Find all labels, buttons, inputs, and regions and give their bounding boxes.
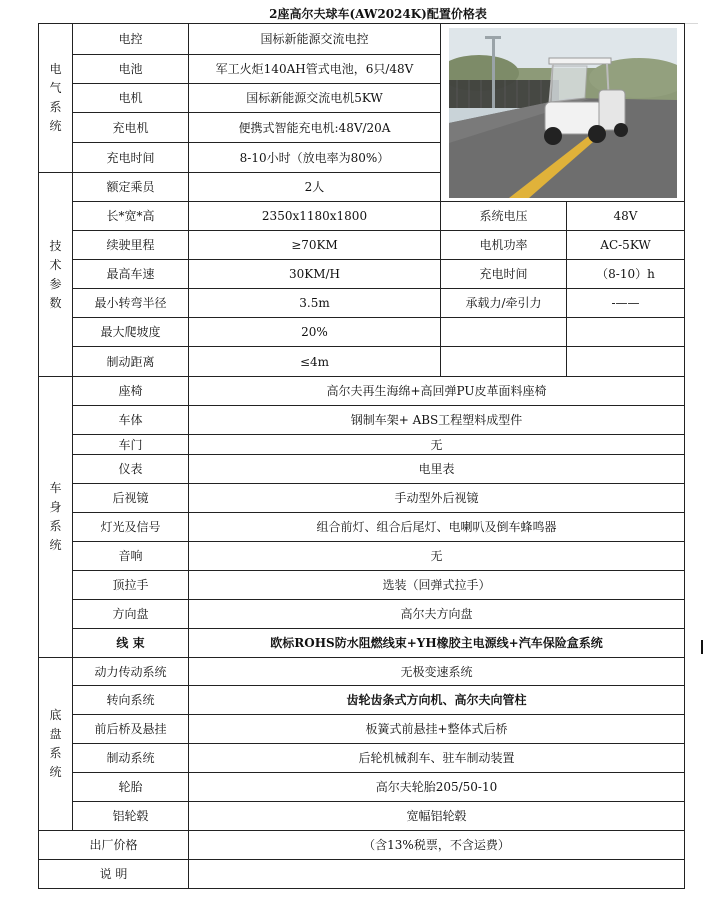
row-label: 前后桥及悬挂 [73, 715, 189, 744]
row-value: 板簧式前悬挂+整体式后桥 [189, 715, 685, 744]
row-label-2: 承载力/牵引力 [441, 289, 567, 318]
row-value: ≥70KM [189, 231, 441, 260]
row-value: 2人 [189, 173, 441, 202]
row-value: 手动型外后视镜 [189, 484, 685, 513]
table-row [39, 686, 685, 715]
row-label: 车体 [73, 406, 189, 435]
table-row [39, 455, 685, 484]
row-value: 后轮机械刹车、驻车制动装置 [189, 744, 685, 773]
row-value-2 [567, 347, 685, 377]
row-label: 最高车速 [73, 260, 189, 289]
row-label-2: 充电时间 [441, 260, 567, 289]
table-row [39, 260, 685, 289]
table-row [39, 406, 685, 435]
edge-mark [701, 640, 703, 654]
row-value: 宽幅铝轮毂 [189, 802, 685, 831]
row-value: 齿轮齿条式方向机、高尔夫向管柱 [189, 686, 685, 715]
row-value: 电里表 [189, 455, 685, 484]
table-row [39, 831, 685, 860]
row-label: 后视镜 [73, 484, 189, 513]
table-row [39, 435, 685, 455]
table-row [39, 744, 685, 773]
table-row [39, 347, 685, 377]
row-value: 无 [189, 435, 685, 455]
table-row [39, 318, 685, 347]
table-row [39, 860, 685, 889]
row-value: 无 [189, 542, 685, 571]
row-value: 8-10小时（放电率为80%） [189, 143, 441, 173]
row-value: 便携式智能充电机:48V/20A [189, 113, 441, 143]
row-label: 座椅 [73, 377, 189, 406]
golf-cart-photo [449, 28, 677, 198]
row-value: 军工火炬140AH管式电池，6只/48V [189, 55, 441, 84]
group-chassis: 底 盘 系 统 [39, 658, 73, 831]
group-body: 车 身 系 统 [39, 377, 73, 658]
row-label-2: 系统电压 [441, 202, 567, 231]
price-value: （含13%税票，不含运费） [189, 831, 685, 860]
price-label: 出厂价格 [39, 831, 189, 860]
row-label: 最大爬坡度 [73, 318, 189, 347]
row-label: 音响 [73, 542, 189, 571]
spec-table [38, 23, 685, 889]
row-label-2: 电机功率 [441, 231, 567, 260]
row-label: 铝轮毂 [73, 802, 189, 831]
row-value: 国标新能源交流电控 [189, 24, 441, 55]
page-title: 2座高尔夫球车(AW2024K)配置价格表 [269, 7, 487, 21]
row-label: 制动系统 [73, 744, 189, 773]
row-label: 长*宽*高 [73, 202, 189, 231]
row-value: 高尔夫轮胎205/50-10 [189, 773, 685, 802]
row-value: 3.5m [189, 289, 441, 318]
table-row [39, 629, 685, 658]
table-row [39, 773, 685, 802]
row-value: 组合前灯、组合后尾灯、电喇叭及倒车蜂鸣器 [189, 513, 685, 542]
table-row [39, 202, 685, 231]
group-electrical: 电 气 系 统 [39, 24, 73, 173]
row-label: 续驶里程 [73, 231, 189, 260]
row-label: 顶拉手 [73, 571, 189, 600]
row-label: 充电时间 [73, 143, 189, 173]
table-row [39, 484, 685, 513]
row-label: 额定乘员 [73, 173, 189, 202]
notes-value [189, 860, 685, 889]
row-value: 国标新能源交流电机5KW [189, 84, 441, 113]
table-row [39, 600, 685, 629]
row-label-2 [441, 347, 567, 377]
row-label: 制动距离 [73, 347, 189, 377]
table-row [39, 231, 685, 260]
row-value: 欧标ROHS防水阻燃线束+YH橡胶主电源线+汽车保险盒系统 [189, 629, 685, 658]
row-value: 选装（回弹式拉手） [189, 571, 685, 600]
notes-label: 说 明 [39, 860, 189, 889]
row-value-2: -—— [567, 289, 685, 318]
row-value: 钢制车架+ ABS工程塑料成型件 [189, 406, 685, 435]
row-value: 20% [189, 318, 441, 347]
row-label: 车门 [73, 435, 189, 455]
row-value: 30KM/H [189, 260, 441, 289]
row-label: 方向盘 [73, 600, 189, 629]
row-label: 电机 [73, 84, 189, 113]
table-row [39, 513, 685, 542]
row-label: 轮胎 [73, 773, 189, 802]
row-label: 电池 [73, 55, 189, 84]
row-label: 动力传动系统 [73, 658, 189, 686]
row-label: 最小转弯半径 [73, 289, 189, 318]
table-row [39, 715, 685, 744]
table-row [39, 289, 685, 318]
row-value: 高尔夫方向盘 [189, 600, 685, 629]
row-label: 灯光及信号 [73, 513, 189, 542]
table-row [39, 24, 685, 55]
row-value-2 [567, 318, 685, 347]
table-row [39, 802, 685, 831]
row-value-2: （8-10）h [567, 260, 685, 289]
group-technical: 技 术 参 数 [39, 173, 73, 377]
table-row [39, 658, 685, 686]
row-label: 充电机 [73, 113, 189, 143]
row-value-2: AC-5KW [567, 231, 685, 260]
row-label: 转向系统 [73, 686, 189, 715]
table-row [39, 377, 685, 406]
row-value: ≤4m [189, 347, 441, 377]
row-label-2 [441, 318, 567, 347]
table-row [39, 571, 685, 600]
table-row [39, 542, 685, 571]
row-label: 线 束 [73, 629, 189, 658]
row-label: 仪表 [73, 455, 189, 484]
row-value: 高尔夫再生海绵+高回弹PU皮革面料座椅 [189, 377, 685, 406]
row-value-2: 48V [567, 202, 685, 231]
row-value: 2350x1180x1800 [189, 202, 441, 231]
row-label: 电控 [73, 24, 189, 55]
row-value: 无极变速系统 [189, 658, 685, 686]
cart-photo-cell [441, 24, 685, 202]
